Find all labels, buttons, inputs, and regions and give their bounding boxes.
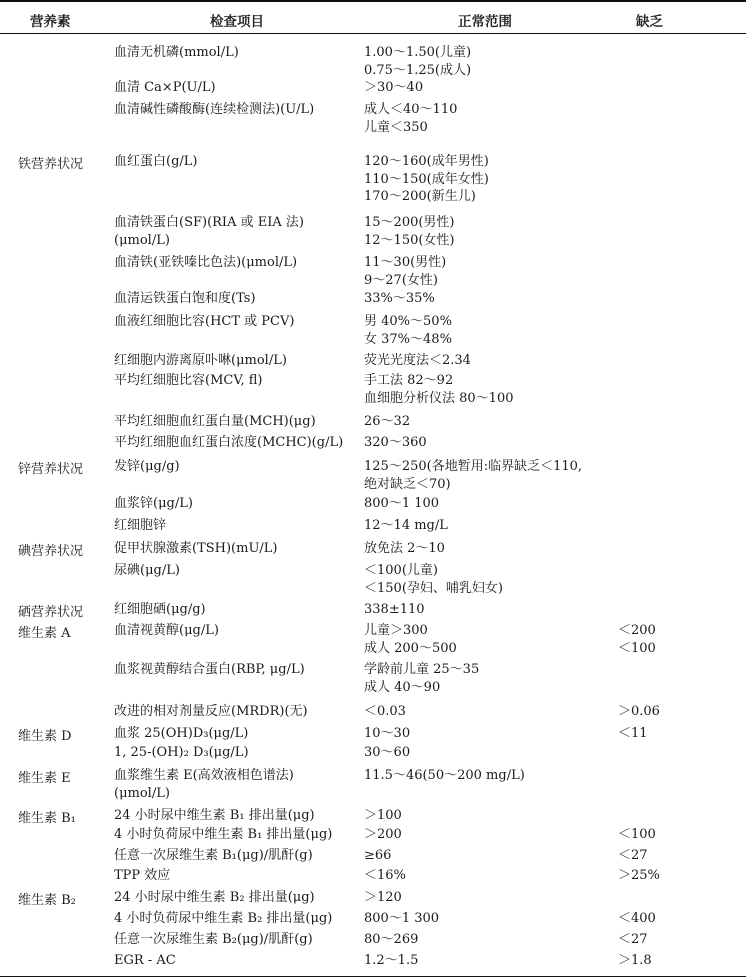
range-cell-line: ＜100(儿童) xyxy=(364,563,438,578)
range-cell xyxy=(364,495,624,513)
item-cell-line: (μmol/L) xyxy=(114,785,170,801)
deficient-cell-line: ＜400 xyxy=(618,911,656,926)
range-cell-line: 11.5～46(50～200 mg/L) xyxy=(364,768,525,783)
range-cell xyxy=(364,540,624,558)
range-cell-line: ＞120 xyxy=(364,890,402,905)
range-cell-line: 绝对缺乏＜70) xyxy=(364,476,451,492)
item-cell-line: 平均红细胞血红蛋白浓度(MCHC)(g/L) xyxy=(114,435,344,450)
deficient-cell-line: ＜11 xyxy=(618,726,648,741)
item-cell-line: 24 小时尿中维生素 B₂ 排出量(μg) xyxy=(114,890,315,905)
range-cell-line: 1.00～1.50(儿童) xyxy=(364,45,472,60)
range-cell-line: 男 40%～50% xyxy=(364,314,452,329)
range-cell xyxy=(364,517,624,535)
item-cell-line: 4 小时负荷尿中维生素 B₁ 排出量(μg) xyxy=(114,827,333,842)
range-cell-line: 儿童＜350 xyxy=(364,119,428,135)
range-cell-line: 手工法 82～92 xyxy=(364,373,454,388)
nutrient-cell: 锌营养状况 xyxy=(18,462,84,477)
item-cell xyxy=(114,153,354,171)
range-cell-line: 1.2～1.5 xyxy=(364,953,419,968)
item-cell-line: 改进的相对剂量反应(MRDR)(无) xyxy=(114,704,308,719)
item-cell-line: 任意一次尿维生素 B₁(μg)/肌酐(g) xyxy=(114,848,313,863)
range-cell xyxy=(364,290,624,308)
item-cell xyxy=(114,290,354,308)
deficient-cell xyxy=(618,952,738,970)
range-cell xyxy=(364,79,624,97)
range-cell xyxy=(364,889,624,907)
deficient-cell xyxy=(618,931,738,949)
range-cell xyxy=(364,767,624,785)
range-cell-line: 12～14 mg/L xyxy=(364,518,448,533)
item-cell-line: 血清 Ca×P(U/L) xyxy=(114,80,216,95)
item-cell-line: 血清铁(亚铁嗪比色法)(μmol/L) xyxy=(114,255,298,270)
item-cell-line: TPP 效应 xyxy=(114,868,171,883)
item-cell-line: 血浆视黄醇结合蛋白(RBP, μg/L) xyxy=(114,662,305,677)
item-cell-line: 1, 25-(OH)₂ D₃(μg/L) xyxy=(114,745,249,760)
range-cell-line: 125～250(各地暂用:临界缺乏＜110, xyxy=(364,459,583,474)
item-cell xyxy=(114,79,354,97)
item-cell xyxy=(114,847,354,865)
range-cell-line: 15～200(男性) xyxy=(364,215,455,230)
item-cell xyxy=(114,101,354,119)
deficient-cell-line: ＞0.06 xyxy=(618,704,660,719)
item-cell xyxy=(114,495,354,513)
nutrient-cell: 铁营养状况 xyxy=(18,157,84,172)
table-bottom-rule xyxy=(0,976,746,977)
item-cell-line: 尿碘(μg/L) xyxy=(114,563,180,578)
header-item: 检查项目 xyxy=(210,14,264,30)
item-cell-line: 血清碱性磷酸酶(连续检测法)(U/L) xyxy=(114,102,315,117)
deficient-cell-line: ＜27 xyxy=(618,932,648,947)
item-cell xyxy=(114,910,354,928)
item-cell xyxy=(114,601,354,619)
range-cell xyxy=(364,562,624,597)
range-cell xyxy=(364,952,624,970)
deficient-cell-line: ＞1.8 xyxy=(618,953,652,968)
range-cell-line: 学龄前儿童 25～35 xyxy=(364,662,480,677)
range-cell xyxy=(364,847,624,865)
item-cell xyxy=(114,562,354,580)
item-cell xyxy=(114,434,354,452)
item-cell-line: 平均红细胞血红蛋白量(MCH)(μg) xyxy=(114,414,316,429)
item-cell-line: 血清运铁蛋白饱和度(Ts) xyxy=(114,291,256,306)
item-cell-line: 平均红细胞比容(MCV, fl) xyxy=(114,373,263,388)
item-cell xyxy=(114,744,354,762)
range-cell-line: 33%～35% xyxy=(364,291,435,306)
range-cell xyxy=(364,458,624,493)
item-cell xyxy=(114,352,354,370)
table-header xyxy=(0,0,746,34)
range-cell-line: 9～27(女性) xyxy=(364,272,438,288)
header-nutrient: 营养素 xyxy=(30,14,71,30)
range-cell xyxy=(364,352,624,370)
range-cell xyxy=(364,931,624,949)
range-cell xyxy=(364,254,624,289)
item-cell xyxy=(114,725,354,743)
item-cell-line: 血清视黄醇(μg/L) xyxy=(114,623,219,638)
item-cell-line: 发锌(μg/g) xyxy=(114,459,180,474)
item-cell xyxy=(114,413,354,431)
nutrient-cell: 维生素 B₂ xyxy=(18,893,76,908)
item-cell xyxy=(114,931,354,949)
deficient-cell-line: ＜100 xyxy=(618,640,656,656)
item-cell xyxy=(114,826,354,844)
item-cell-line: 血浆 25(OH)D₃(μg/L) xyxy=(114,726,249,741)
item-cell xyxy=(114,867,354,885)
range-cell-line: 12～150(女性) xyxy=(364,232,455,248)
range-cell xyxy=(364,313,624,348)
deficient-cell xyxy=(618,826,738,844)
item-cell-line: (μmol/L) xyxy=(114,232,170,248)
nutrient-cell: 维生素 B₁ xyxy=(18,811,76,826)
range-cell xyxy=(364,661,624,696)
range-cell-line: 26～32 xyxy=(364,414,411,429)
range-cell-line: 30～60 xyxy=(364,745,411,760)
range-cell-line: 80～269 xyxy=(364,932,419,947)
deficient-cell xyxy=(618,725,738,743)
range-cell-line: ≥66 xyxy=(364,848,392,863)
range-cell-line: 110～150(成年女性) xyxy=(364,171,489,187)
deficient-cell xyxy=(618,703,738,721)
range-cell xyxy=(364,703,624,721)
header-deficient: 缺乏 xyxy=(636,14,663,30)
item-cell-line: 血清铁蛋白(SF)(RIA 或 EIA 法) xyxy=(114,215,304,230)
nutrient-cell: 碘营养状况 xyxy=(18,544,84,559)
range-cell-line: 成人＜40～110 xyxy=(364,102,458,117)
range-cell xyxy=(364,44,624,79)
nutrient-cell: 维生素 A xyxy=(18,626,71,641)
item-cell xyxy=(114,703,354,721)
range-cell-line: 800～1 100 xyxy=(364,496,440,511)
range-cell-line: ＞100 xyxy=(364,808,402,823)
range-cell xyxy=(364,601,624,619)
item-cell-line: 血浆维生素 E(高效液相色谱法) xyxy=(114,768,294,783)
item-cell-line: 促甲状腺激素(TSH)(mU/L) xyxy=(114,541,278,556)
deficient-cell-line: ＞25% xyxy=(618,868,660,883)
range-cell-line: 170～200(新生儿) xyxy=(364,189,476,204)
item-cell xyxy=(114,44,354,62)
range-cell-line: 11～30(男性) xyxy=(364,255,447,270)
range-cell-line: 338±110 xyxy=(364,602,425,617)
range-cell-line: 儿童＞300 xyxy=(364,623,428,638)
range-cell-line: 120～160(成年男性) xyxy=(364,154,489,169)
item-cell xyxy=(114,458,354,476)
range-cell xyxy=(364,434,624,452)
item-cell-line: 24 小时尿中维生素 B₁ 排出量(μg) xyxy=(114,808,315,823)
item-cell xyxy=(114,313,354,331)
item-cell-line: 血液红细胞比容(HCT 或 PCV) xyxy=(114,314,295,329)
range-cell-line: 成人 200～500 xyxy=(364,640,457,656)
range-cell-line: 女 37%～48% xyxy=(364,331,452,347)
deficient-cell xyxy=(618,910,738,928)
range-cell xyxy=(364,807,624,825)
range-cell-line: ＜150(孕妇、哺乳妇女) xyxy=(364,580,503,596)
item-cell xyxy=(114,372,354,390)
range-cell xyxy=(364,622,624,657)
range-cell xyxy=(364,725,624,743)
range-cell-line: ＜0.03 xyxy=(364,704,406,719)
range-cell-line: 成人 40～90 xyxy=(364,679,441,695)
item-cell-line: 血红蛋白(g/L) xyxy=(114,154,198,169)
item-cell-line: 红细胞硒(μg/g) xyxy=(114,602,206,617)
deficient-cell xyxy=(618,847,738,865)
range-cell xyxy=(364,867,624,885)
item-cell xyxy=(114,889,354,907)
range-cell xyxy=(364,413,624,431)
range-cell-line: 320～360 xyxy=(364,435,427,450)
range-cell xyxy=(364,826,624,844)
nutrient-cell: 维生素 D xyxy=(18,729,72,744)
range-cell-line: ＞30～40 xyxy=(364,80,424,95)
range-cell-line: 0.75～1.25(成人) xyxy=(364,62,472,78)
item-cell xyxy=(114,517,354,535)
deficient-cell-line: ＜27 xyxy=(618,848,648,863)
header-range: 正常范围 xyxy=(458,14,512,30)
item-cell xyxy=(114,214,354,249)
deficient-cell xyxy=(618,622,738,657)
item-cell-line: EGR - AC xyxy=(114,953,176,968)
item-cell xyxy=(114,661,354,679)
item-cell xyxy=(114,767,354,802)
range-cell xyxy=(364,910,624,928)
deficient-cell-line: ＜100 xyxy=(618,827,656,842)
range-cell xyxy=(364,214,624,249)
range-cell xyxy=(364,153,624,206)
item-cell-line: 红细胞锌 xyxy=(114,518,167,533)
item-cell-line: 血浆锌(μg/L) xyxy=(114,496,193,511)
item-cell xyxy=(114,540,354,558)
deficient-cell xyxy=(618,867,738,885)
nutrient-cell: 维生素 E xyxy=(18,771,71,786)
range-cell-line: 10～30 xyxy=(364,726,411,741)
item-cell-line: 任意一次尿维生素 B₂(μg)/肌酐(g) xyxy=(114,932,313,947)
item-cell xyxy=(114,952,354,970)
item-cell xyxy=(114,254,354,272)
range-cell-line: 放免法 2～10 xyxy=(364,541,445,556)
deficient-cell-line: ＜200 xyxy=(618,623,656,638)
item-cell-line: 血清无机磷(mmol/L) xyxy=(114,45,239,60)
item-cell-line: 红细胞内游离原卟啉(μmol/L) xyxy=(114,353,287,368)
range-cell xyxy=(364,101,624,136)
range-cell-line: ＜16% xyxy=(364,868,406,883)
item-cell-line: 4 小时负荷尿中维生素 B₂ 排出量(μg) xyxy=(114,911,333,926)
item-cell xyxy=(114,807,354,825)
range-cell xyxy=(364,372,624,407)
range-cell-line: 血细胞分析仪法 80～100 xyxy=(364,390,514,406)
range-cell xyxy=(364,744,624,762)
range-cell-line: ＞200 xyxy=(364,827,402,842)
range-cell-line: 荧光光度法＜2.34 xyxy=(364,353,471,368)
item-cell xyxy=(114,622,354,640)
nutrient-cell: 硒营养状况 xyxy=(18,605,84,620)
range-cell-line: 800～1 300 xyxy=(364,911,440,926)
